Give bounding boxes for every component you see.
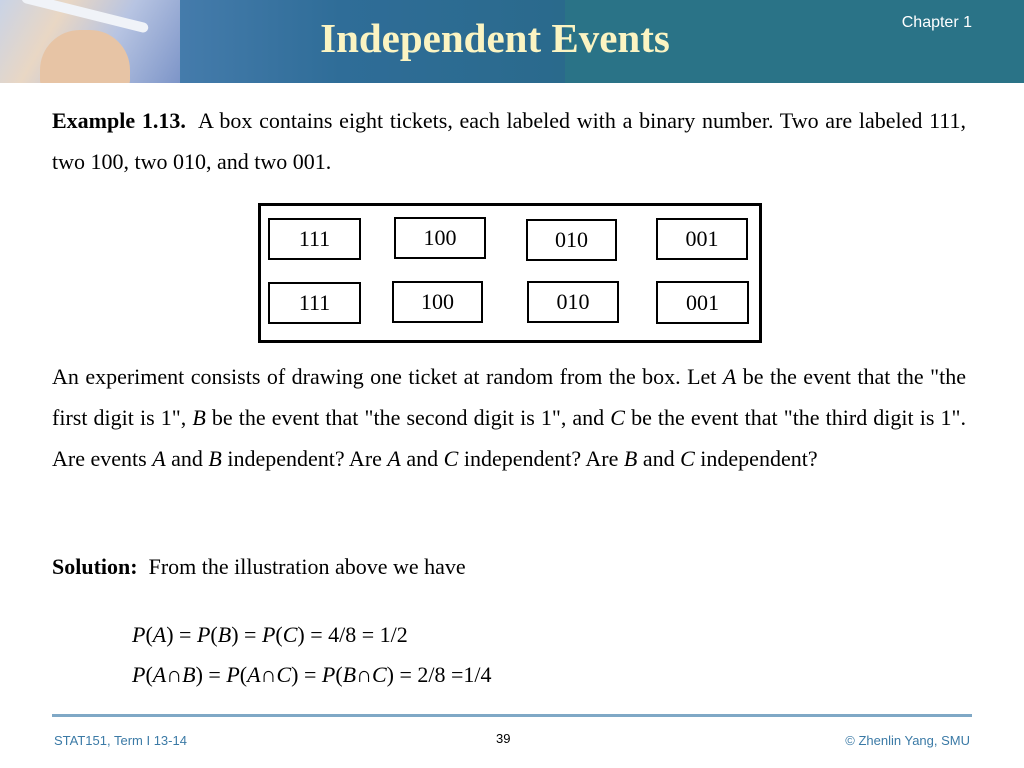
experiment-text: independent? xyxy=(694,446,818,471)
experiment-text: independent? Are xyxy=(221,446,388,471)
event-b: B xyxy=(208,446,222,471)
experiment-text: be the event that the "the first digit is 1", xyxy=(52,364,966,430)
solution-label: Solution: xyxy=(52,554,138,579)
page-number: 39 xyxy=(496,731,511,746)
equation-2-result: = 2/8 =1/4 xyxy=(394,662,492,687)
event-c: C xyxy=(610,405,625,430)
experiment-text: independent? Are xyxy=(458,446,624,471)
event-b: B xyxy=(182,662,196,687)
event-c: C xyxy=(443,446,459,471)
solution-text: From the illustration above we have xyxy=(148,554,466,579)
equation-1-result: = 4/8 = 1/2 xyxy=(310,622,408,647)
ticket: 001 xyxy=(656,218,748,260)
event-a: A xyxy=(247,662,261,687)
ticket: 010 xyxy=(526,219,617,261)
ticket: 001 xyxy=(656,281,749,324)
chapter-label: Chapter 1 xyxy=(901,14,972,31)
experiment-text: be the event that "the third digit is 1". Are events xyxy=(52,405,966,471)
event-a: A xyxy=(152,662,167,687)
event-c: C xyxy=(371,662,387,687)
equation-2: P(A∩B) = P(A∩C) = P(B∩C) = 2/8 =1/4 xyxy=(132,662,492,687)
experiment-text: and xyxy=(165,446,209,471)
event-c: C xyxy=(276,662,292,687)
event-b: B xyxy=(217,622,232,647)
event-a: A xyxy=(152,446,166,471)
experiment-paragraph xyxy=(52,356,966,479)
ticket: 100 xyxy=(392,281,483,323)
equation-1: P(A) = P(B) = P(C) = 4/8 = 1/2 xyxy=(132,622,408,647)
event-a: A xyxy=(722,364,737,389)
event-b: B xyxy=(623,446,638,471)
event-b: B xyxy=(342,662,357,687)
event-c: C xyxy=(282,622,298,647)
example-label: Example 1.13. xyxy=(52,108,186,133)
example-text: A box contains eight tickets, each labeled with a binary number. Two are labeled 111, two 100, two 010, and two 001. xyxy=(52,108,966,174)
event-a: A xyxy=(152,622,167,647)
ticket: 111 xyxy=(268,282,361,324)
ticket-box xyxy=(258,203,762,343)
ticket: 111 xyxy=(268,218,361,260)
event-a: A xyxy=(387,446,401,471)
ticket: 010 xyxy=(527,281,619,323)
slide-title: Independent Events xyxy=(320,15,670,61)
footer-course: STAT151, Term I 13-14 xyxy=(54,733,187,748)
solution-paragraph xyxy=(52,546,966,587)
example-paragraph xyxy=(52,100,966,182)
event-b: B xyxy=(192,405,206,430)
experiment-text: An experiment consists of drawing one ticket at random from the box. Let xyxy=(52,364,723,389)
footer-copyright: © Zhenlin Yang, SMU xyxy=(845,733,970,748)
experiment-text: be the event that "the second digit is 1", and xyxy=(205,405,611,430)
event-c: C xyxy=(680,446,695,471)
ticket: 100 xyxy=(394,217,486,259)
footer-divider xyxy=(52,714,972,717)
experiment-text: and xyxy=(400,446,444,471)
experiment-text: and xyxy=(637,446,681,471)
slide-header xyxy=(0,0,1024,83)
